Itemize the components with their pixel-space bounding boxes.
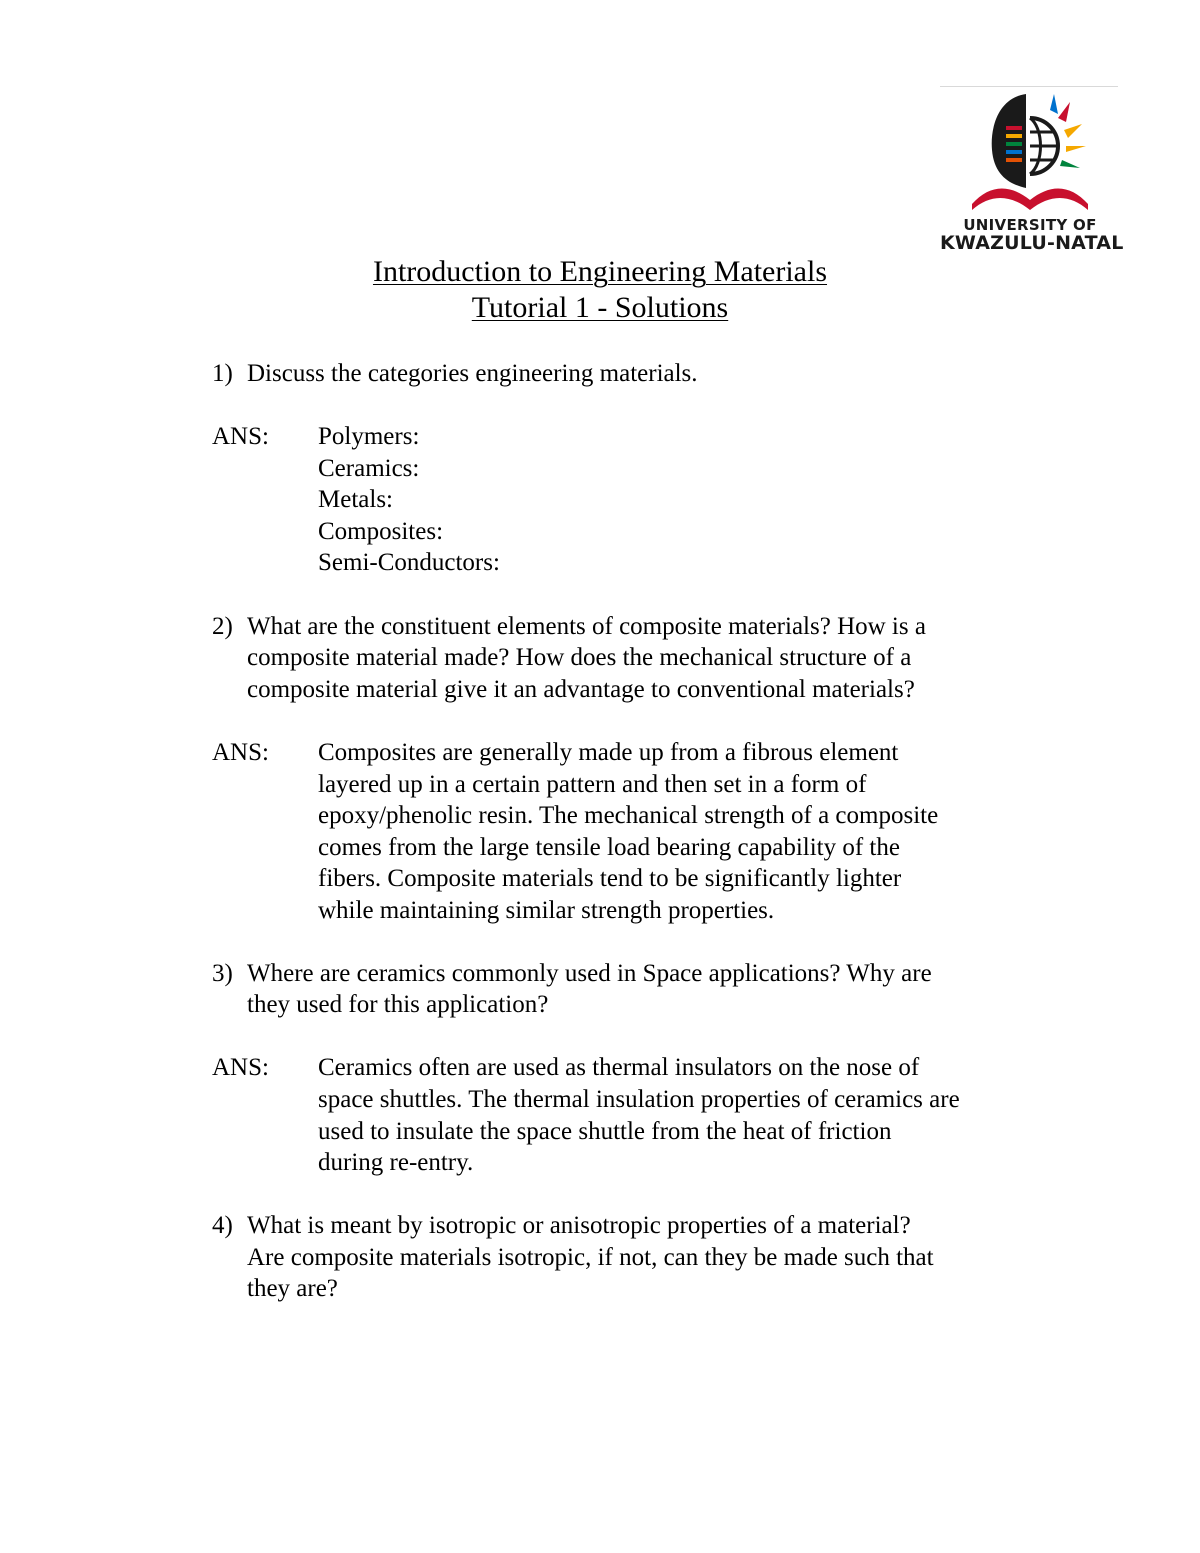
answer-2-line: while maintaining similar strength properties.	[318, 897, 775, 924]
answer-1-label: ANS:	[212, 423, 269, 450]
university-logo	[940, 86, 1124, 256]
question-4-number: 4)	[212, 1212, 233, 1239]
answer-2-label: ANS:	[212, 739, 269, 766]
answer-1-line: Metals:	[318, 486, 393, 513]
answer-2-line: Composites are generally made up from a fibrous element	[318, 739, 899, 766]
answer-1-line: Polymers:	[318, 423, 420, 450]
question-3-number: 3)	[212, 960, 233, 987]
question-2-line: What are the constituent elements of composite materials? How is a	[247, 613, 926, 640]
shield-globe-icon	[970, 88, 1090, 216]
answer-3-line: Ceramics often are used as thermal insulators on the nose of	[318, 1054, 920, 1081]
answer-2-line: layered up in a certain pattern and then set in a form of	[318, 771, 867, 798]
answer-3-line: space shuttles. The thermal insulation properties of ceramics are	[318, 1086, 960, 1113]
logo-top-rule	[940, 86, 1118, 87]
question-2-number: 2)	[212, 613, 233, 640]
document-subtitle: Tutorial 1 - Solutions	[471, 291, 729, 324]
question-4-line: they are?	[247, 1275, 338, 1302]
question-3-line: Where are ceramics commonly used in Space applications? Why are	[247, 960, 932, 987]
answer-2-line: fibers. Composite materials tend to be significantly lighter	[318, 865, 902, 892]
question-3-line: they used for this application?	[247, 991, 549, 1018]
answer-1-line: Semi-Conductors:	[318, 549, 500, 576]
question-4-line: Are composite materials isotropic, if not, can they be made such that	[247, 1244, 934, 1271]
document-title: Introduction to Engineering Materials	[372, 255, 828, 288]
answer-3-line: during re-entry.	[318, 1149, 474, 1176]
answer-2-line: comes from the large tensile load bearing capability of the	[318, 834, 900, 861]
answer-2-line: epoxy/phenolic resin. The mechanical strength of a composite	[318, 802, 939, 829]
answer-1-line: Composites:	[318, 518, 444, 545]
question-4-line: What is meant by isotropic or anisotropic properties of a material?	[247, 1212, 911, 1239]
answer-1-line: Ceramics:	[318, 455, 420, 482]
logo-kwazulu-natal: KWAZULU-NATAL	[940, 232, 1124, 254]
question-2-line: composite material give it an advantage to conventional materials?	[247, 676, 915, 703]
answer-3-line: used to insulate the space shuttle from the heat of friction	[318, 1118, 892, 1145]
question-1-number: 1)	[212, 360, 233, 387]
question-1-line: Discuss the categories engineering materials.	[247, 360, 698, 387]
answer-3-label: ANS:	[212, 1054, 269, 1081]
logo-university-of: UNIVERSITY OF	[963, 216, 1097, 234]
question-2-line: composite material made? How does the mechanical structure of a	[247, 644, 912, 671]
